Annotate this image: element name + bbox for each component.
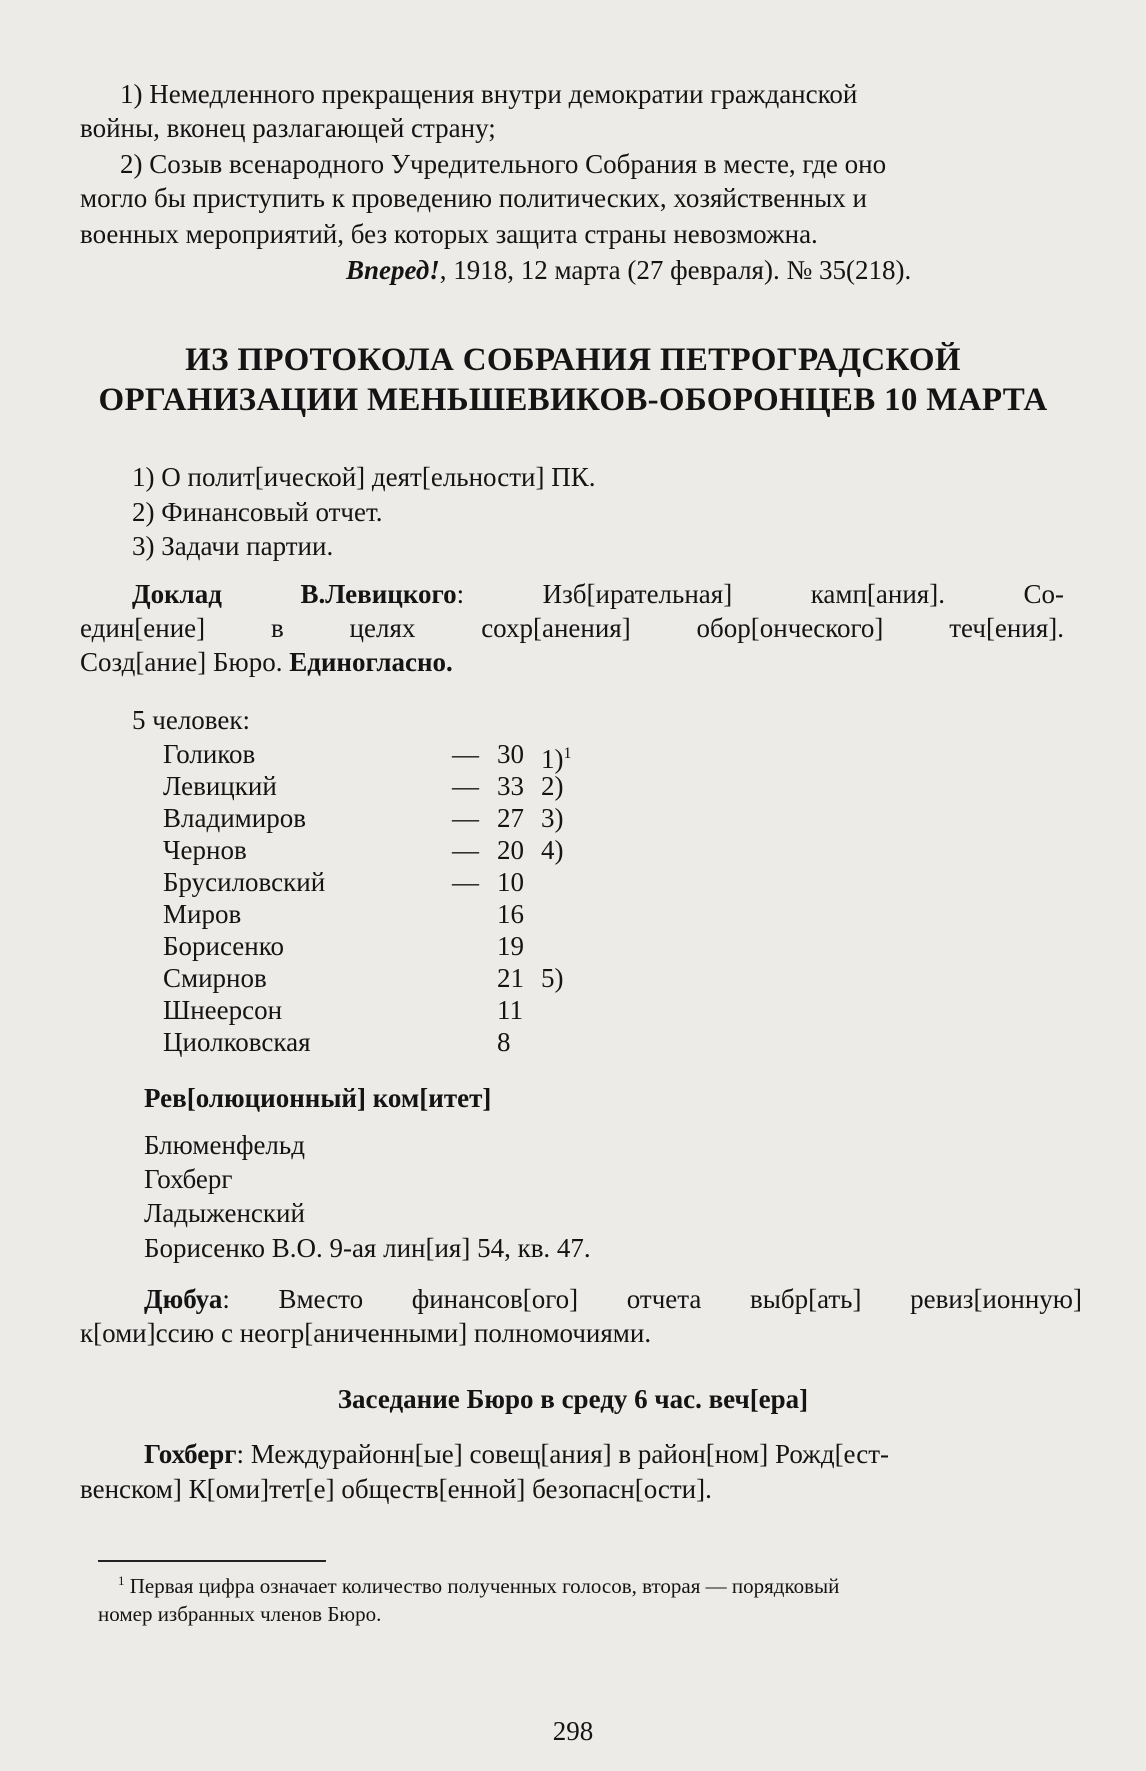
section-title-line-2: ОРГАНИЗАЦИИ МЕНЬШЕВИКОВ-ОБОРОНЦЕВ 10 МАРТА <box>98 382 1048 418</box>
footnote-line-2: номер избранных членов Бюро. <box>98 1602 382 1626</box>
report-word: сохр[анения] <box>481 613 631 643</box>
dyuba-word: выбр[ать] <box>749 1284 862 1314</box>
revcom-member: Блюменфельд <box>144 1130 305 1160</box>
page-number: 298 <box>552 1716 594 1746</box>
revcom-member: Гохберг <box>144 1164 233 1194</box>
meeting-heading: Заседание Бюро в среду 6 час. веч[ера] <box>337 1384 809 1414</box>
footnote-mark: 1 <box>118 1573 125 1588</box>
report-speaker: В.Левицкого: <box>300 579 465 609</box>
revcom-member: Ладыженский <box>144 1198 305 1228</box>
intro-line-5: военных мероприятий, без которых защита страны невозможна. <box>80 219 818 249</box>
dyuba-line-1 <box>144 1283 1082 1315</box>
report-unanimous: Единогласно. <box>289 647 453 677</box>
footnote-text: Первая цифра означает количество полученных голосов, вторая — порядковый <box>129 1574 840 1598</box>
candidate-row: Миров 16 <box>163 899 524 929</box>
report-word: един[ение] <box>80 613 206 643</box>
intro-line-2: войны, вконец разлагающей страну; <box>80 113 496 143</box>
dyuba-word: Вместо <box>278 1284 364 1314</box>
report-word: Со- <box>1023 579 1064 609</box>
agenda-item-2: 2) Финансовый отчет. <box>132 497 383 527</box>
candidate-row: Владимиров — 27 3) <box>163 803 564 833</box>
report-word: камп[ания]. <box>810 579 945 609</box>
intro-line-3: 2) Созыв всенародного Учредительного Собрания в месте, где оно <box>120 149 887 179</box>
gokhberg-text: : Междурайонн[ые] совещ[ания] в район[ном] Рожд[ест- <box>236 1439 889 1469</box>
dyuba-word: отчета <box>626 1284 702 1314</box>
report-line-2 <box>80 612 1064 644</box>
dyuba-word: финансов[ого] <box>411 1284 579 1314</box>
footnote-ref: 1 <box>563 745 572 762</box>
revcom-member: Борисенко В.О. 9-ая лин[ия] 54, кв. 47. <box>144 1233 591 1263</box>
candidate-row: Борисенко 19 <box>163 931 524 961</box>
gokhberg-line-1 <box>144 1438 889 1470</box>
candidate-row: Голиков — 30 1)$^1$ <box>163 739 572 774</box>
candidate-row: Левицкий — 33 2) <box>163 771 564 801</box>
report-text: Созд[ание] Бюро. <box>80 647 290 677</box>
agenda-item-3: 3) Задачи партии. <box>132 531 334 561</box>
source-journal: Вперед! <box>346 255 440 285</box>
dyuba-speaker: Дюбуа: <box>144 1284 230 1314</box>
footnote-line-1 <box>118 1573 839 1599</box>
intro-line-1: 1) Немедленного прекращения внутри демократии гражданской <box>120 79 858 109</box>
candidate-row: Чернов — 20 4) <box>163 835 564 865</box>
source-citation <box>346 254 911 286</box>
report-line-1 <box>132 578 1064 610</box>
report-label: Доклад <box>132 579 222 609</box>
footnote-rule <box>98 1560 326 1562</box>
report-word: теч[ения]. <box>949 613 1064 643</box>
dyuba-line-2: к[оми]ссию с неогр[аниченными] полномочиями. <box>80 1318 652 1348</box>
five-people-label: 5 человек: <box>132 705 250 735</box>
section-title-line-1: ИЗ ПРОТОКОЛА СОБРАНИЯ ПЕТРОГРАДСКОЙ <box>185 342 961 378</box>
agenda-item-1: 1) О полит[ической] деят[ельности] ПК. <box>132 462 596 492</box>
gokhberg-speaker: Гохберг <box>144 1439 237 1469</box>
candidate-row: Циолковская 8 <box>163 1027 511 1057</box>
report-line-3 <box>80 646 453 678</box>
report-word: целях <box>349 613 416 643</box>
report-word: Изб[ирательная] <box>542 579 733 609</box>
gokhberg-line-2: венском] К[оми]тет[е] обществ[енной] безопасн[ости]. <box>80 1474 712 1504</box>
candidate-row: Брусиловский — 10 <box>163 867 524 897</box>
source-details: , 1918, 12 марта (27 февраля). № 35(218). <box>439 255 912 285</box>
revcom-heading: Рев[олюционный] ком[итет] <box>144 1083 492 1113</box>
candidate-row: Шнеерсон 11 <box>163 995 523 1025</box>
dyuba-word: ревиз[ионную] <box>910 1284 1082 1314</box>
report-word: обор[ончеcкого] <box>696 613 884 643</box>
intro-line-4: могло бы приступить к проведению политических, хозяйственных и <box>80 183 867 213</box>
report-word: в <box>270 613 284 643</box>
candidate-row: Смирнов 21 5) <box>163 963 564 993</box>
